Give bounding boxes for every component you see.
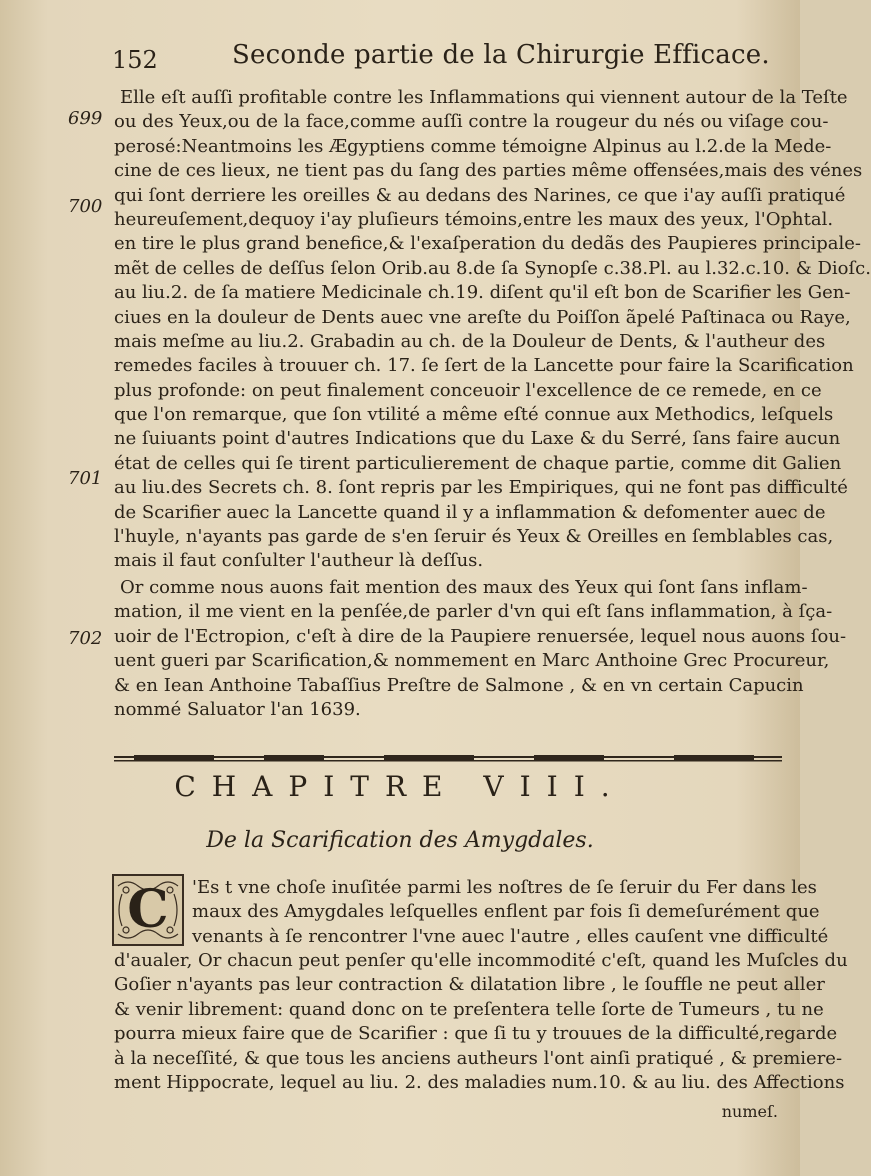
text-line: mais il faut conſulter l'autheur là deſſus. bbox=[114, 550, 484, 572]
text-line: 'Es t vne choſe inuſitée parmi les noſtres de ſe ſeruir du Fer dans les bbox=[192, 877, 817, 898]
text-line: d'aualer, Or chacun peut penſer qu'elle incommodité c'eſt, quand les Muſcles du bbox=[114, 950, 848, 971]
chapter-heading: CHAPITRE VIII. bbox=[174, 770, 626, 803]
paragraph-inflammations bbox=[114, 86, 871, 574]
text-line: Goſier n'ayants pas leur contraction & dilatation libre , le ſouffle ne peut aller bbox=[114, 974, 825, 996]
text-line: & venir librement: quand donc on te preſentera telle ſorte de Tumeurs , tu ne bbox=[114, 998, 824, 1020]
text-line: en tire le plus grand benefice,& l'exaſperation du dedãs des Paupieres principale- bbox=[114, 233, 861, 255]
text-line: uoir de l'Ectropion, c'eſt à dire de la Paupiere renuersée, lequel nous auons ſou- bbox=[114, 625, 847, 647]
text-line: état de celles qui ſe tirent particulierement de chaque partie, comme dit Galien bbox=[114, 452, 842, 474]
text-line: au liu.des Secrets ch. 8. ſont repris par les Empiriques, qui ne font pas difficulté bbox=[114, 477, 848, 499]
decorated-initial bbox=[112, 874, 184, 946]
text-line: Elle eſt auſſi profitable contre les Inflammations qui viennent autour de la Teſte bbox=[120, 87, 848, 108]
text-line: au liu.2. de ſa matiere Medicinale ch.19. diſent qu'il eſt bon de Scarifier les Gen- bbox=[114, 282, 851, 304]
text-line: ou des Yeux,ou de la face,comme auſſi contre la rougeur du nés ou viſage cou- bbox=[114, 111, 829, 133]
text-line: remedes faciles à trouuer ch. 17. ſe ſert de la Lancette pour faire la Scarification bbox=[114, 355, 854, 377]
text-line: mais meſme au liu.2. Grabadin au ch. de la Douleur de Dents, & l'autheur des bbox=[114, 330, 826, 352]
text-line: qui ſont derriere les oreilles & au dedans des Narines, ce que i'ay auſſi pratiqué bbox=[114, 184, 846, 206]
page-number: 152 bbox=[112, 46, 158, 74]
text-line: que l'on remarque, que ſon vtilité a même eſté connue aux Methodics, leſquels bbox=[114, 404, 834, 426]
catchword: numeſ. bbox=[721, 1102, 778, 1121]
paragraph-ectropion bbox=[114, 576, 847, 722]
text-line: ne ſuiuants point d'autres Indications que du Laxe & du Serré, ſans faire aucun bbox=[114, 428, 841, 450]
text-line: ciues en la douleur de Dents auec vne areſte du Poiſſon ãpelé Paſtinaca ou Raye, bbox=[114, 306, 851, 328]
text-line: à la neceſſité, & que tous les anciens autheurs l'ont ainſi pratiqué , & premiere- bbox=[114, 1047, 843, 1069]
text-line: maux des Amygdales leſquelles enflent par fois ſi demeſurément que bbox=[192, 901, 820, 923]
running-title: Seconde partie de la Chirurgie Efficace. bbox=[232, 40, 770, 70]
initial-letter: C bbox=[127, 879, 169, 940]
text-line: mẽt de celles de deſſus ſelon Orib.au 8.de ſa Synopſe c.38.Pl. au l.32.c.10. & Dioſc. bbox=[114, 257, 871, 279]
text-line: uent gueri par Scarification,& nommement en Marc Anthoine Grec Procureur, bbox=[114, 650, 830, 672]
page-header bbox=[112, 38, 770, 78]
margin-note-701: 701 bbox=[68, 468, 103, 489]
margin-note-700: 700 bbox=[68, 196, 103, 217]
paragraph-amygdales bbox=[114, 949, 848, 1095]
chapter-subtitle: De la Scarification des Amygdales. bbox=[206, 828, 594, 853]
text-line: & en Iean Anthoine Tabaſſius Preſtre de Salmone , & en vn certain Capucin bbox=[114, 674, 804, 696]
text-line: cine de ces lieux, ne tient pas du ſang des parties même offensées,mais des vénes bbox=[114, 160, 863, 182]
text-line: venants à ſe rencontrer l'vne auec l'autre , elles cauſent vne difficulté bbox=[192, 925, 829, 947]
text-line: ment Hippocrate, lequel au liu. 2. des maladies num.10. & au liu. des Affections bbox=[114, 1071, 845, 1093]
ornamental-rule bbox=[114, 754, 782, 764]
text-line: pourra mieux faire que de Scarifier : que ſi tu y trouues de la difficulté,regarde bbox=[114, 1023, 838, 1045]
text-line: Or comme nous auons fait mention des maux des Yeux qui ſont ſans inflam- bbox=[120, 577, 808, 598]
text-line: heureuſement,dequoy i'ay pluſieurs témoins,entre les maux des yeux, l'Ophtal. bbox=[114, 208, 834, 230]
paragraph-amygdales-intro bbox=[192, 876, 829, 949]
text-line: perosé:Neantmoins les Ægyptiens comme témoigne Alpinus au l.2.de la Mede- bbox=[114, 135, 832, 157]
text-line: de Scarifier auec la Lancette quand il y a inflammation & defomenter auec de bbox=[114, 501, 826, 523]
text-line: plus profonde: on peut finalement conceuoir l'excellence de ce remede, en ce bbox=[114, 379, 822, 401]
text-line: mation, il me vient en la penſée,de parler d'vn qui eſt ſans inflammation, à ſça- bbox=[114, 601, 833, 623]
text-line: l'huyle, n'ayants pas garde de s'en ſeruir és Yeux & Oreilles en ſemblables cas, bbox=[114, 526, 834, 548]
margin-note-702: 702 bbox=[68, 628, 103, 649]
margin-note-699: 699 bbox=[68, 108, 103, 129]
text-line: nommé Saluator l'an 1639. bbox=[114, 698, 361, 720]
